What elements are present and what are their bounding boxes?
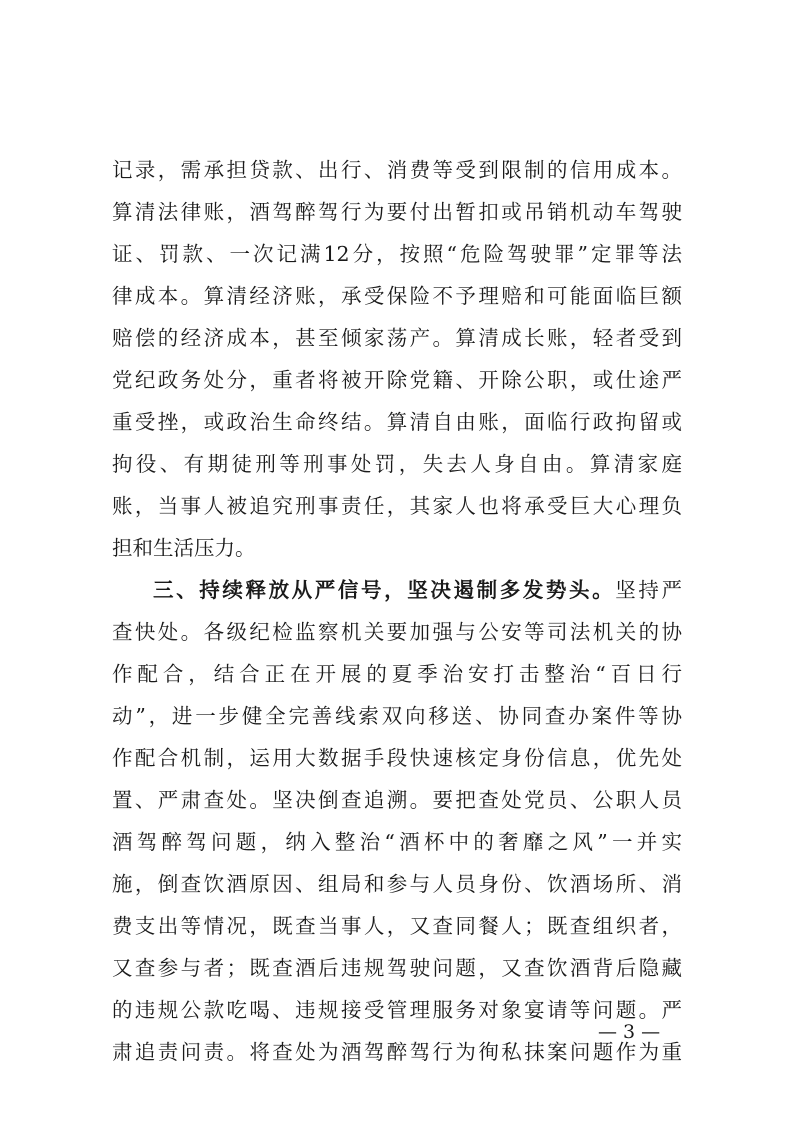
text-line: 记录，需承担贷款、出行、消费等受到限制的信用成本。 bbox=[112, 158, 682, 182]
text-line: 又查参与者；既查酒后违规驾驶问题，又查饮酒背后隐藏 bbox=[112, 956, 682, 980]
page-number: — 3 — bbox=[598, 1021, 661, 1043]
text-line: 施，倒查饮酒原因、组局和参与人员身份、饮酒场所、消 bbox=[112, 872, 682, 896]
text-line: 算清法律账，酒驾醉驾行为要付出暂扣或吊销机动车驾驶 bbox=[112, 200, 682, 224]
text-line: 担和生活压力。 bbox=[112, 536, 256, 560]
text-line: 党纪政务处分，重者将被开除党籍、开除公职，或仕途严 bbox=[112, 368, 682, 392]
text-line: 账，当事人被追究刑事责任，其家人也将承受巨大心理负 bbox=[112, 494, 682, 518]
section-heading-line bbox=[112, 575, 682, 605]
text-line: 的违规公款吃喝、违规接受管理服务对象宴请等问题。严 bbox=[112, 998, 682, 1022]
text-line: 置、严肃查处。坚决倒查追溯。要把查处党员、公职人员 bbox=[112, 788, 682, 812]
text-line: 重受挫，或政治生命终结。算清自由账，面临行政拘留或 bbox=[112, 410, 682, 434]
text-line: 动”，进一步健全完善线索双向移送、协同查办案件等协 bbox=[112, 704, 682, 728]
text-line: 律成本。算清经济账，承受保险不予理赔和可能面临巨额 bbox=[112, 284, 682, 308]
text-line: 拘役、有期徒刑等刑事处罚，失去人身自由。算清家庭 bbox=[112, 452, 682, 476]
text-line: 查快处。各级纪检监察机关要加强与公安等司法机关的协 bbox=[112, 620, 682, 644]
text-fragment: 坚持严 bbox=[615, 578, 683, 602]
text-line: 作配合机制，运用大数据手段快速核定身份信息，优先处 bbox=[112, 746, 682, 770]
text-line: 费支出等情况，既查当事人，又查同餐人；既查组织者， bbox=[112, 914, 682, 938]
text-line: 赔偿的经济成本，甚至倾家荡产。算清成长账，轻者受到 bbox=[112, 326, 682, 350]
section-heading: 三、持续释放从严信号，坚决遏制多发势头。 bbox=[153, 578, 616, 602]
text-line: 作配合，结合正在开展的夏季治安打击整治“百日行 bbox=[112, 662, 682, 686]
text-line: 酒驾醉驾问题，纳入整治“酒杯中的奢靡之风”一并实 bbox=[112, 830, 682, 854]
text-line: 证、罚款、一次记满12分，按照“危险驾驶罪”定罪等法 bbox=[112, 242, 682, 266]
text-line: 肃追责问责。将查处为酒驾醉驾行为徇私抹案问题作为重 bbox=[112, 1040, 682, 1064]
